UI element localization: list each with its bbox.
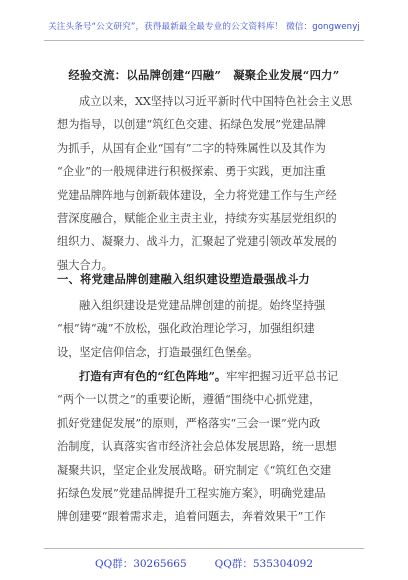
document-title	[0, 67, 408, 83]
paragraph-line: 治制度，认真落实省市经济社会总体发展思路，统一思想	[57, 440, 337, 454]
section-heading: 一、将党建品牌创建融入组织建设塑造最强战斗力	[57, 272, 310, 286]
title-part-1: 经验交流：以品牌创建“四融”	[68, 68, 222, 82]
paragraph-bold-lead: 打造有声有色的“红色阵地”。	[79, 369, 227, 383]
paragraph-line: “两个一以贯之”的重要论断，遵循“围绕中心抓党建，	[57, 393, 321, 407]
paragraph-line: 融入组织建设是党建品牌创建的前提。始终坚持强	[79, 299, 326, 312]
section-paragraph-1	[57, 294, 359, 364]
section-paragraph-2	[57, 365, 359, 529]
paragraph-line: “企业”的一般规律进行积极探索、勇于实践，更加注重	[57, 165, 326, 179]
header-banner: 关注头条号“公文研究”，获得最新最全最专业的公文资料库！ 微信：gongwenyj	[48, 22, 360, 32]
paragraph-line: 设，坚定信仰信念，打造最强红色堡垒。	[57, 345, 259, 359]
paragraph-line: 强大合力。	[57, 258, 113, 272]
footer-divider	[44, 548, 364, 549]
paragraph-line: “根”铸“魂”不放松，强化政治理论学习，加强组织建	[57, 322, 315, 336]
footer-qq-group-2: QQ群：535304092	[214, 558, 313, 570]
paragraph-line: 拓绿色发展”党建品牌提升工程实施方案》，明确党建品	[57, 486, 326, 500]
intro-paragraph	[57, 90, 359, 277]
paragraph-line: 抓好党建促发展”的原则，严格落实“三会一课”党内政	[57, 416, 321, 430]
paragraph-line: 牌创建要“跟着需求走，追着问题去，奔着效果干”工作	[57, 510, 326, 524]
footer	[0, 556, 408, 571]
title-part-2: 凝聚企业发展“四力”	[233, 68, 340, 82]
paragraph-line: 成立以来，XX坚持以习近平新时代中国特色社会主义思	[79, 95, 353, 108]
paragraph-line: 营深度融合，赋能企业主责主业，持续夯实基层党组织的	[57, 211, 337, 225]
paragraph-line: 为抓手，从国有企业“国有”二字的特殊属性以及其作为	[57, 141, 326, 155]
paragraph-line: 凝聚共识，坚定企业发展战略。研究制定《“筑红色交建	[57, 463, 332, 477]
paragraph-line: 党建品牌阵地与创新载体建设，全力将党建工作与生产经	[57, 188, 337, 202]
paragraph-line: 想为指导，以创建“筑红色交建、拓绿色发展”党建品牌	[57, 118, 326, 132]
paragraph-line	[57, 365, 359, 388]
paragraph-line-rest: 牢牢把握习近平总书记	[226, 370, 339, 383]
header-divider	[44, 40, 364, 41]
paragraph-line: 组织力、凝聚力、战斗力，汇聚起了党建引领改革发展的	[57, 235, 337, 249]
footer-qq-group-1: QQ群：30265665	[94, 558, 187, 570]
